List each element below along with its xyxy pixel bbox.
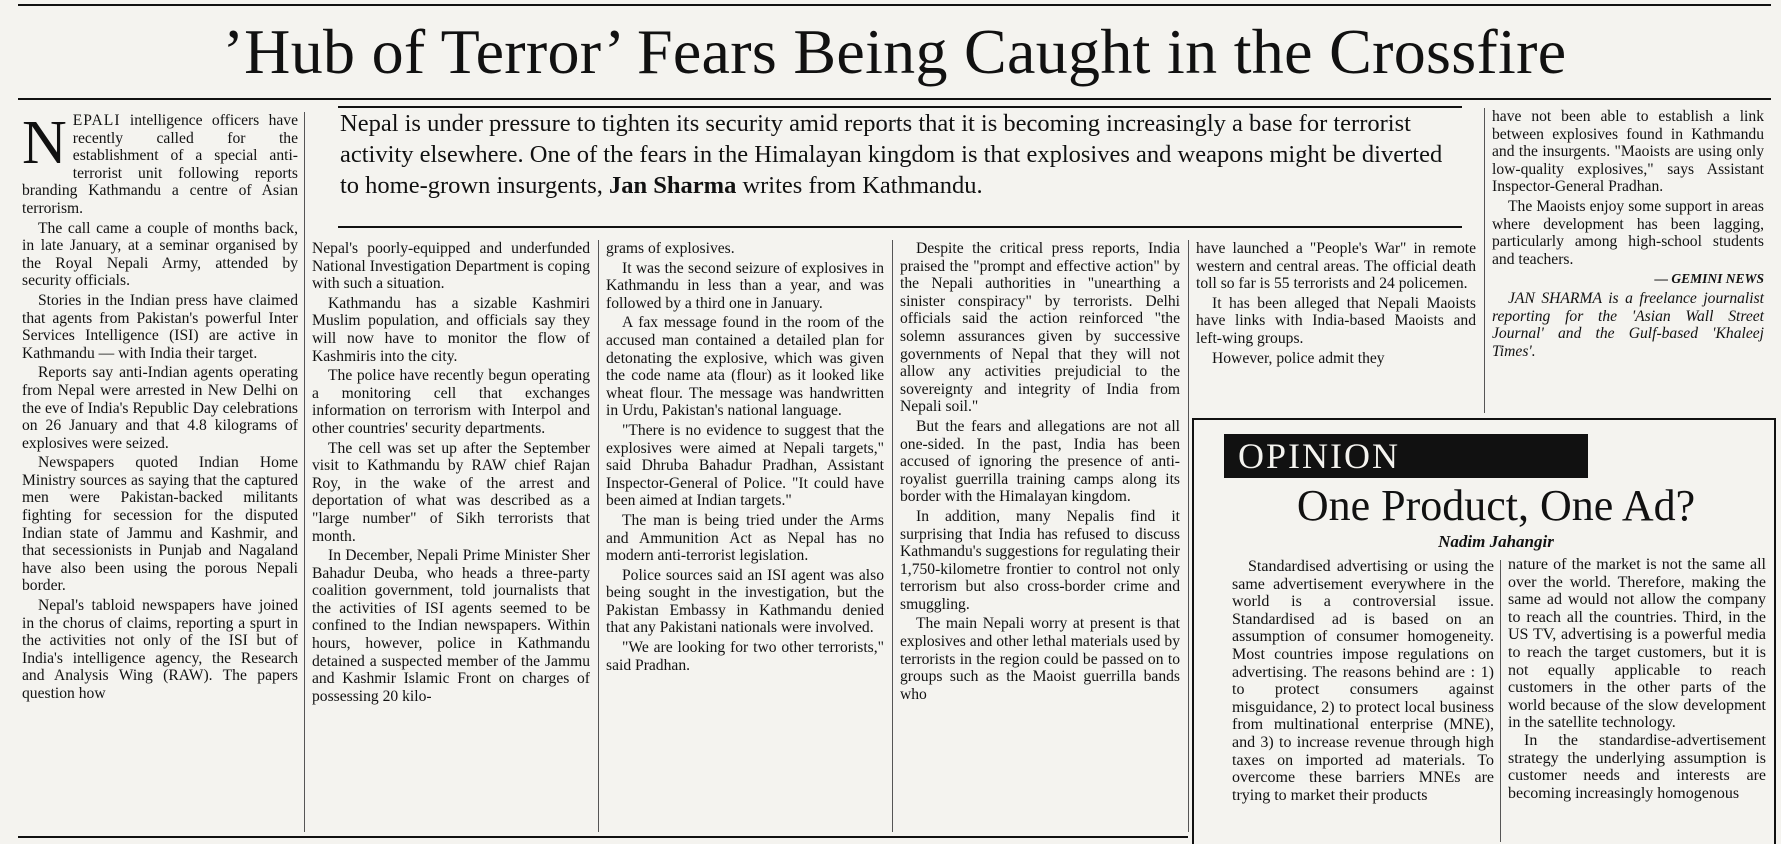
paragraph: In the standardise-advertisement strategy the underlying assumption is customer needs and interests are becoming increasingly homogenous: [1508, 731, 1766, 802]
paragraph: Despite the critical press reports, India praised the "prompt and effective action" by the Nepali authorities in "unearthing a sinister conspiracy" by terrorists. Delhi officials said the action reinforced "the solemn assurances given by successive governments of Nepal that they will not allow any activities prejudicial to the sovereignty and integrity of India from Nepali soil.": [900, 240, 1180, 416]
paragraph: "We are looking for two other terrorists," said Pradhan.: [606, 639, 884, 674]
paragraph: Nepal's tabloid newspapers have joined in the chorus of claims, reporting a spurt in the activities not only of the ISI but of India's intelligence agency, the Research and Analysis Wing (RAW). The papers question how: [22, 597, 298, 702]
paragraph: The main Nepali worry at present is that explosives and other lethal materials used by terrorists in the region could be passed on to groups such as the Maoist guerrilla bands who: [900, 615, 1180, 703]
column-divider: [1188, 240, 1189, 832]
paragraph: In December, Nepali Prime Minister Sher Bahadur Deuba, who heads a three-party coalition government, told journalists that the activities of ISI agents seemed to be confined to the Indian newspapers. Within hours, however, police in Kathmandu detained a suspected member of the Jammu and Kashmir Islamic Front on charges of possessing 20 kilo-: [312, 547, 590, 705]
column-divider: [304, 112, 305, 832]
paragraph: It has been alleged that Nepali Maoists have links with India-based Maoists and left-wing groups.: [1196, 294, 1476, 347]
article-deck: [340, 108, 1460, 201]
paragraph: The man is being tried under the Arms and Ammunition Act as Nepal has no modern anti-terrorist legislation.: [606, 511, 884, 565]
deck-text-end: writes from Kathmandu.: [742, 172, 983, 199]
lead-text: intelligence officers have recently called for the establishment of a special anti-terrorist unit following reports branding Kathmandu a centre of Asian terrorism.: [22, 112, 299, 217]
paragraph: Reports say anti-Indian agents operating from Nepal were arrested in New Delhi on the eve of India's Republic Day celebrations on 26 January and that 4.8 kilograms of explosives were seized.: [22, 364, 298, 452]
paragraph: Police sources said an ISI agent was also being sought in the investigation, but the Pakistan Embassy in Kathmandu denied that any Pakistani nationals were involved.: [606, 566, 884, 637]
paragraph: A fax message found in the room of the accused man contained a detailed plan for detonating the explosive, which was given the code name ata (flour) as it looked like wheat flour. The message was handwritten in Urdu, Pakistan's national language.: [606, 314, 884, 420]
paragraph: The police have recently begun operating a monitoring cell that exchanges information on terrorism with Interpol and other countries' security departments.: [312, 367, 590, 437]
paragraph: The call came a couple of months back, in late January, at a seminar organised by the Royal Nepali Army, attended by security officials.: [22, 219, 298, 290]
opinion-title: One Product, One Ad?: [1296, 481, 1696, 530]
deck-rule-bottom: [338, 226, 1462, 228]
paragraph: nature of the market is not the same all over the world. Therefore, making the same ad would not allow the company to reach all the countries. Third, in the US TV, advertising is a powerful media to reach the target customers, but it is not equally applicable to reach customers in the other parts of the world because of the slow development in the satellite technology.: [1508, 556, 1766, 732]
column-divider: [598, 240, 599, 832]
opinion-label: OPINION: [1224, 434, 1588, 478]
author-bio: JAN SHARMA is a freelance journalist reporting for the 'Asian Wall Street Journal' and the Gulf-based 'Khaleej Times'.: [1492, 289, 1764, 360]
paragraph: The cell was set up after the September visit to Kathmandu by RAW chief Rajan Roy, in the wake of the arrest and deportation of what was described as a "large number" of Sikh terrorists that month.: [312, 439, 590, 545]
headline-rule: [18, 98, 1771, 100]
article-column-4: [900, 240, 1180, 703]
opinion-byline: Nadim Jahangir: [1438, 532, 1554, 551]
opinion-column-2: [1508, 556, 1766, 802]
article-column-3: [606, 240, 884, 674]
deck-author: Jan Sharma: [609, 172, 737, 199]
deck-text: Nepal is under pressure to tighten its security amid reports that it is becoming increasingly a base for terrorist activity elsewhere. One of the fears in the Himalayan kingdom is that explosives and weapons might be diverted to home-grown insurgents,: [340, 110, 1443, 199]
paragraph: have not been able to establish a link between explosives found in Kathmandu and the insurgents. "Maoists are using only low-quality explosives," says Assistant Inspector-General Pradhan.: [1492, 108, 1764, 196]
paragraph: Newspapers quoted Indian Home Ministry sources as saying that the captured men were Pakistan-backed militants fighting for secession for the disputed Indian state of Jammu and Kashmir, and that secessionists in Punjab and Nagaland have also been using the porous Nepali border.: [22, 454, 298, 595]
paragraph: Standardised advertising or using the same advertisement everywhere in the world is a controversial issue. Standardised ad is based on an assumption of consumer homogeneity. Most countries impose regulations on advertising. The reasons behind are : 1) to protect consumers against misguidance, 2) to protect local business from multinational enterprise (MNE), and 3) to increase revenue through high taxes on imported ad materials. To overcome these barriers MNEs are trying to market their products: [1232, 558, 1494, 804]
headline: ’Hub of Terror’ Fears Being Caught in the Crossfire: [222, 16, 1567, 87]
paragraph: In addition, many Nepalis find it surprising that India has refused to discuss Kathmandu's suggestions for regulating their 1,750-kilometre frontier to control not only terrorism but also cross-border crime and smuggling.: [900, 507, 1180, 613]
opinion-column-1: [1232, 558, 1494, 804]
paragraph: grams of explosives.: [606, 240, 735, 257]
paragraph: The Maoists enjoy some support in areas where development has been lagging, particularly among high-school students and teachers.: [1492, 197, 1764, 268]
paragraph: "There is no evidence to suggest that the explosives were aimed at Nepali targets," said Dhruba Bahadur Pradhan, Assistant Inspector-General of Police. "It could have been aimed at Indian targets.": [606, 421, 884, 510]
article-column-5: [1196, 240, 1476, 367]
paragraph: Kathmandu has a sizable Kashmiri Muslim population, and officials say they will now have to monitor the flow of Kashmiris into the city.: [312, 294, 590, 365]
paragraph: It was the second seizure of explosives in Kathmandu in less than a year, and was followed by a third one in January.: [606, 259, 884, 312]
article-column-1: [22, 109, 299, 703]
drop-cap: N: [22, 109, 67, 177]
top-border-rule: [18, 4, 1771, 6]
bottom-rule: [18, 836, 1188, 838]
paragraph: But the fears and allegations are not all one-sided. In the past, India has been accused of ignoring the presence of anti-royalist guerrilla training camps along its border with the Himalayan kingdom.: [900, 417, 1180, 506]
article-column-6: [1492, 108, 1764, 360]
column-divider: [1484, 108, 1485, 413]
news-agency-credit: — GEMINI NEWS: [1654, 271, 1764, 287]
column-divider: [1500, 560, 1501, 842]
paragraph: Stories in the Indian press have claimed that agents from Pakistan's powerful Inter Services Intelligence (ISI) are active in Kathmandu — with India their target.: [22, 291, 298, 362]
lead-paragraph: [22, 109, 299, 218]
article-column-2: [312, 240, 590, 705]
paragraph: Nepal's poorly-equipped and underfunded National Investigation Department is coping with such a situation.: [312, 240, 590, 293]
column-divider: [892, 240, 893, 832]
paragraph: have launched a "People's War" in remote western and central areas. The official death toll so far is 55 terrorists and 24 policemen.: [1196, 240, 1476, 293]
lead-caps: EPALI: [72, 112, 121, 129]
paragraph: However, police admit they: [1212, 349, 1385, 367]
